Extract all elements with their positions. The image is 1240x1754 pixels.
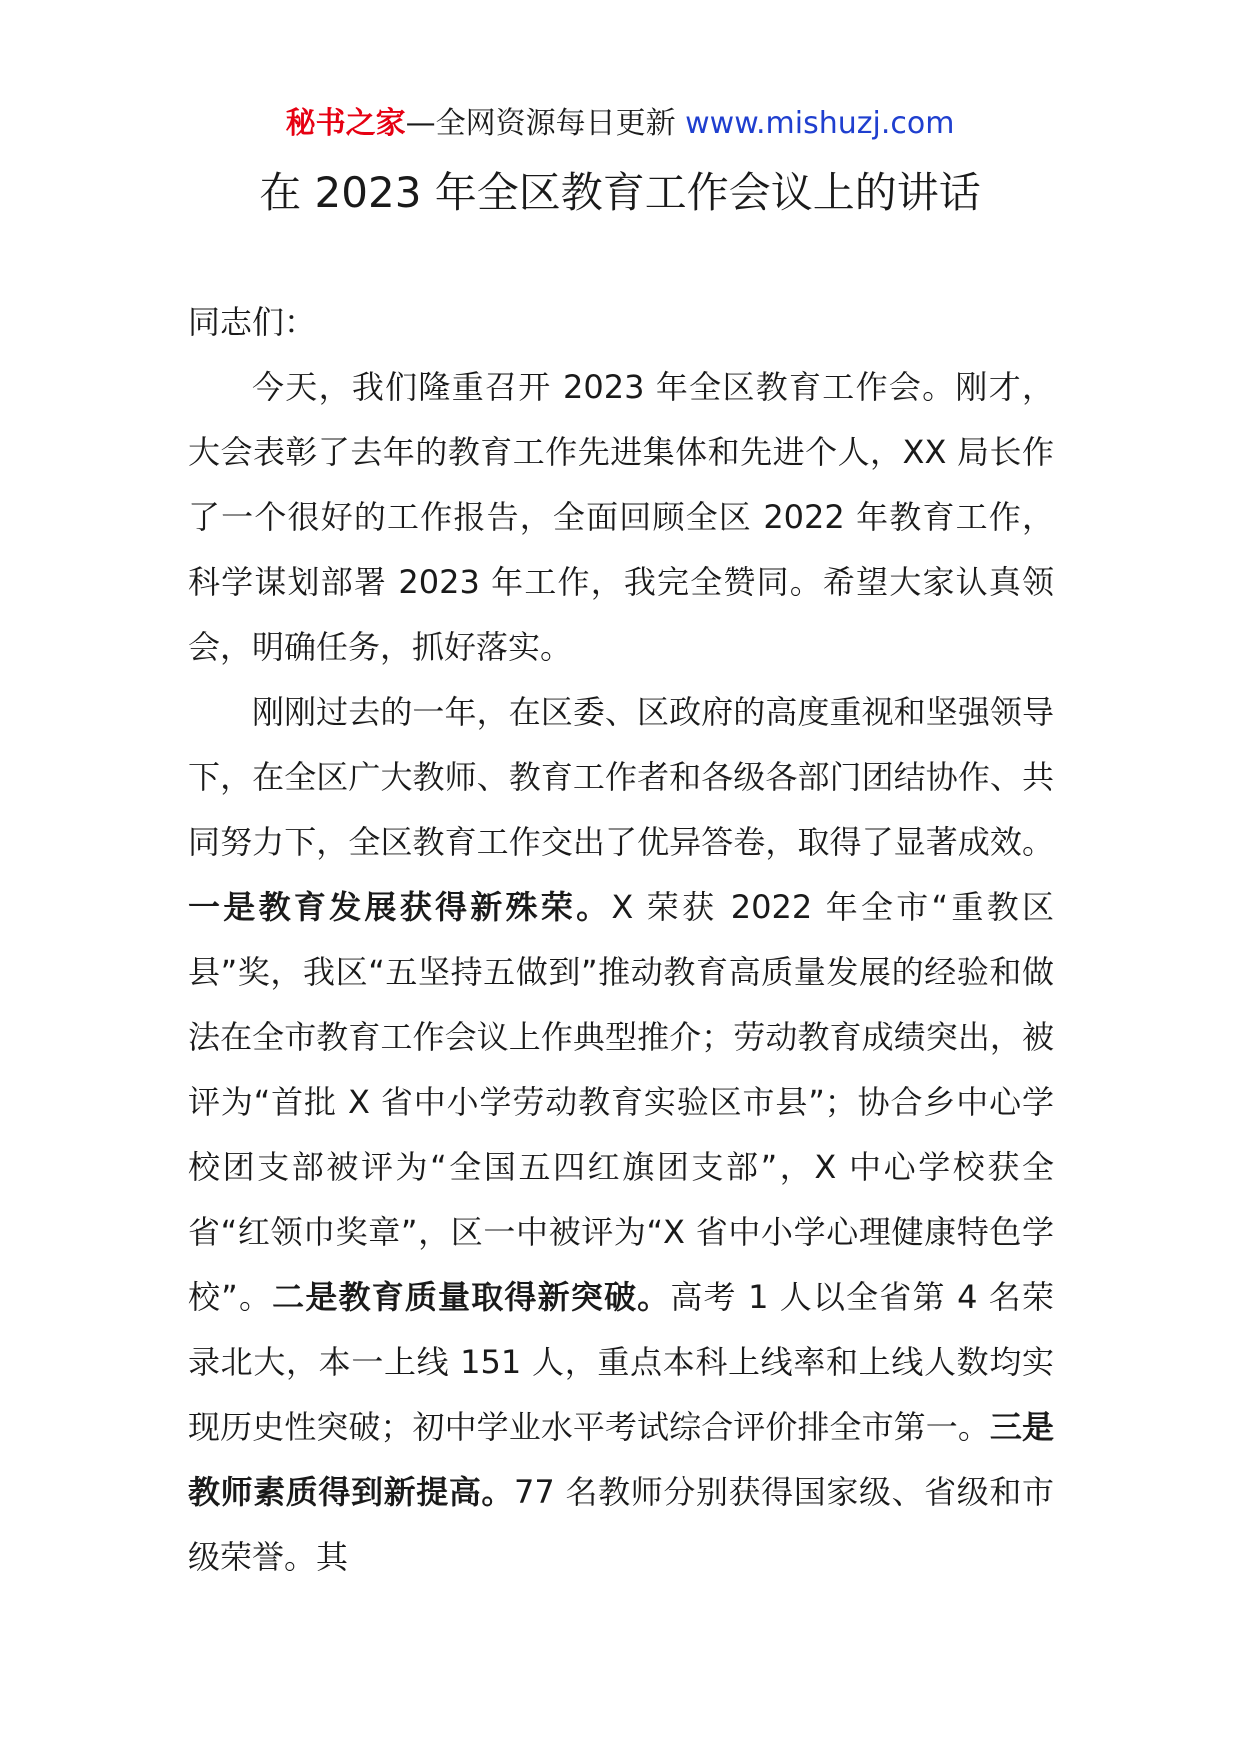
paragraph-text: 刚刚过去的一年，在区委、区政府的高度重视和坚强领导下，在全区广大教师、教育工作者和各级各部门团结协作、共同努力下，全区教育工作交出了优异答卷，取得了显著成效。 — [188, 693, 1054, 861]
point-heading-2: 二是教育质量取得新突破。 — [272, 1278, 671, 1316]
paragraph-text: X 荣获 2022 年全市“重教区县”奖，我区“五坚持五做到”推动教育高质量发展的经验和做法在全市教育工作会议上作典型推介；劳动教育成绩突出，被评为“首批 X 省中小学劳动教育实验区市县”；协合乡中心学校团支部被评为“全国五四红旗团支部”，X 中心学校获全省“红领巾奖章”，区一中被评为“X 省中小学心理健康特色学校”。 — [188, 888, 1054, 1316]
point-heading-3: 三是教师素质得到新提高。 — [188, 1408, 1054, 1511]
paragraph-opening — [188, 355, 1054, 680]
site-header — [0, 102, 1240, 146]
site-url: www.mishuzj.com — [685, 106, 955, 141]
paragraph-text: 高考 1 人以全省第 4 名荣录北大，本一上线 151 人，重点本科上线率和上线人数均实现历史性突破；初中学业水平考试综合评价排全市第一。 — [188, 1278, 1054, 1446]
brand-name: 秘书之家 — [285, 106, 406, 141]
paragraph-text: 今天，我们隆重召开 2023 年全区教育工作会。刚才，大会表彰了去年的教育工作先进集体和先进个人，XX 局长作了一个很好的工作报告，全面回顾全区 2022 年教育工作，科学谋划部署 2023 年工作，我完全赞同。希望大家认真领会，明确任务，抓好落实。 — [188, 368, 1054, 666]
document-title: 在 2023 年全区教育工作会议上的讲话 — [259, 168, 981, 217]
salutation: 同志们： — [188, 303, 317, 341]
header-tagline: —全网资源每日更新 — [405, 106, 686, 141]
document-body — [188, 290, 1054, 1590]
paragraph-text: 77 名教师分别获得国家级、省级和市级荣誉。其 — [188, 1473, 1054, 1576]
point-heading-1: 一是教育发展获得新殊荣。 — [188, 888, 612, 926]
paragraph-achievements — [188, 680, 1054, 1590]
